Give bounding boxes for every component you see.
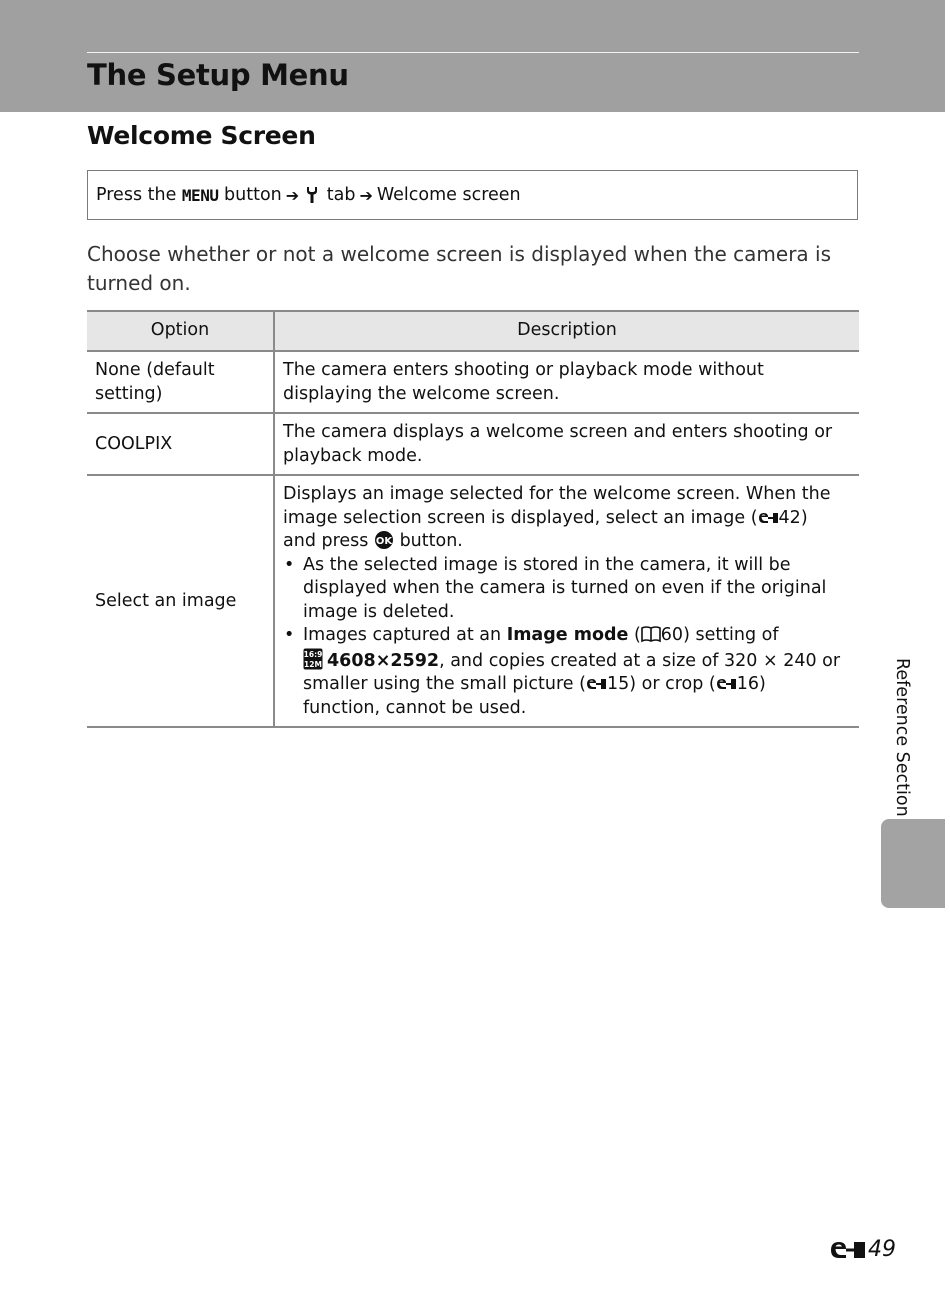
side-tab-marker [881, 819, 945, 908]
column-header-description: Description [274, 311, 859, 351]
description-text: ) setting of [683, 625, 779, 645]
description-text: Images captured at an [303, 625, 502, 645]
description-intro [283, 483, 843, 554]
description-text: ) and press [283, 507, 808, 551]
image-size-icon [303, 648, 323, 670]
description-cell: The camera enters shooting or playback mode without displaying the welcome screen. [274, 351, 859, 413]
reference-section-icon [829, 1240, 867, 1260]
page-reference: 60 [660, 625, 684, 645]
option-cell: None (default setting) [87, 351, 274, 413]
description-cell [274, 475, 859, 727]
chapter-title: The Setup Menu [87, 58, 349, 92]
page-reference: 42 [778, 507, 801, 528]
options-table [87, 310, 859, 728]
book-icon [641, 626, 661, 643]
list-item: • Images captured at an Image mode ( 60) setting of 16:9 12M 4608×2592, and copies created at a size of 320 × 240 or smaller using the small picture ( 15) or crop ( 16) function, cannot be used. [283, 624, 843, 720]
page-reference: 16 [736, 674, 760, 694]
ok-button-icon [374, 530, 394, 550]
arrow-right-icon: ➔ [285, 185, 300, 205]
column-header-option: Option [87, 311, 274, 351]
page-number-value: 49 [868, 1237, 896, 1262]
path-destination: Welcome screen [376, 185, 521, 205]
path-press-the: Press the [96, 185, 177, 205]
reference-section-icon [716, 678, 737, 690]
intro-paragraph: Choose whether or not a welcome screen is displayed when the camera is turned on. [87, 242, 832, 295]
reference-section-icon [758, 512, 779, 524]
table-header-row [87, 311, 859, 351]
description-text: ) or crop ( [629, 674, 716, 694]
page-reference: 15 [606, 674, 630, 694]
svg-text:OK: OK [375, 536, 393, 547]
description-text: , and copies created at a size of 320 × 240 or smaller using the small picture ( [303, 650, 841, 694]
page-number [829, 1237, 896, 1262]
table-row [87, 413, 859, 475]
svg-text:12M: 12M [304, 659, 322, 669]
description-text: button. [399, 531, 463, 551]
notes-list [283, 554, 843, 721]
list-item: • As the selected image is stored in the camera, it will be displayed when the camera is turned on even if the original image is deleted. [283, 554, 843, 625]
path-tab-word: tab [326, 185, 356, 205]
side-tab-label: Reference Section [892, 658, 912, 817]
chapter-header-band [0, 0, 945, 112]
image-mode-label: Image mode [506, 625, 629, 645]
table-row [87, 475, 859, 727]
table-row [87, 351, 859, 413]
image-size-value: 4608×2592 [327, 650, 440, 671]
description-text: Displays an image selected for the welcome screen. When the image selection screen is displayed, select an image ( [283, 484, 831, 528]
reference-section-icon [586, 678, 607, 690]
section-title: Welcome Screen [87, 121, 316, 150]
wrench-icon [304, 186, 320, 204]
option-cell: COOLPIX [87, 413, 274, 475]
menu-button-glyph: MENU [181, 185, 219, 205]
arrow-right-icon: ➔ [359, 185, 373, 205]
description-cell: The camera displays a welcome screen and enters shooting or playback mode. [274, 413, 859, 475]
option-cell: Select an image [87, 475, 274, 727]
description-text: ) function, cannot be used. [303, 674, 766, 718]
path-button-word: button [224, 185, 282, 205]
svg-text:16:9: 16:9 [303, 649, 323, 659]
menu-path-box [87, 170, 858, 220]
header-divider [87, 52, 859, 53]
